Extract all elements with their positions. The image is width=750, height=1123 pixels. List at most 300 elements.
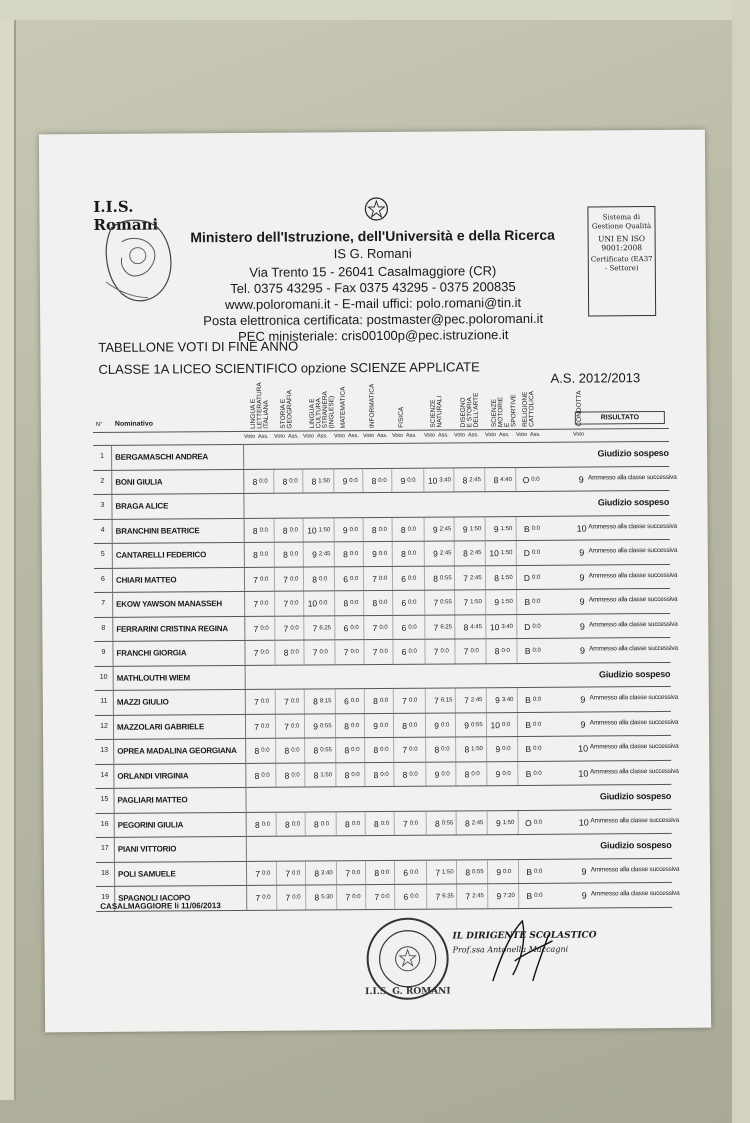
student-number: 15	[100, 795, 109, 803]
absence-hours: 0:0	[262, 870, 271, 877]
absence-hours: 0:0	[350, 698, 360, 705]
grade-value: 8	[254, 770, 260, 781]
absence-hours: 6:35	[442, 893, 454, 900]
absence-hours: 0:0	[441, 746, 450, 753]
absence-hours: 0:0	[532, 623, 541, 630]
grade-value: 8	[465, 866, 471, 877]
grade-value: 8	[400, 524, 406, 535]
result-text: Ammesso alla classe successiva	[588, 522, 677, 531]
student-name: MATHLOUTHI WIEM	[116, 672, 190, 683]
grade-value: 8	[373, 695, 378, 707]
grade-value: 7	[433, 597, 439, 608]
school-year: A.S. 2012/2013	[550, 370, 641, 386]
grade-value: D	[523, 572, 531, 583]
grade-value: 9	[493, 523, 499, 534]
result-text: Ammesso alla classe successiva	[590, 865, 680, 874]
grade-value: 8	[464, 744, 470, 755]
grade-value: 7	[284, 721, 290, 732]
grade-value: 7	[254, 721, 260, 732]
absence-hours: 0:0	[532, 647, 541, 654]
grade-value: 7	[463, 572, 469, 583]
result-text: Giudizio sospeso	[597, 447, 669, 459]
student-name: OPREA MADALINA GEORGIANA	[117, 745, 237, 756]
absence-hours: 1:50	[500, 550, 513, 557]
absence-hours: 3:40	[501, 623, 514, 630]
absence-hours: 0:0	[409, 820, 419, 827]
grade-value: 7	[253, 647, 259, 658]
grade-value: 8	[401, 548, 406, 559]
student-number: 17	[100, 844, 109, 852]
assenze-subheader: Ass.	[347, 433, 359, 440]
student-number: 3	[100, 501, 105, 509]
grade-value: 7	[402, 695, 407, 706]
condotta-grade: 10	[578, 768, 589, 779]
grade-value: 8	[283, 549, 288, 560]
absence-hours: 0:0	[350, 600, 359, 607]
voto-subheader: Voto	[362, 433, 375, 440]
absence-hours: 0:0	[471, 770, 480, 777]
result-text: Ammesso alla classe successiva	[588, 571, 678, 580]
absence-hours: 0:55	[470, 721, 483, 728]
condotta-grade: 10	[576, 523, 587, 534]
absence-hours: 0:0	[289, 576, 299, 583]
absence-hours: 0:0	[533, 745, 542, 752]
grade-value: 7	[284, 696, 289, 707]
place-date: CASALMAGGIORE li 11/06/2013	[100, 901, 221, 911]
absence-hours: 0:0	[290, 723, 300, 730]
grade-value: 8	[314, 867, 320, 878]
absence-hours: 0:0	[260, 600, 269, 607]
absence-hours: 0:0	[259, 527, 269, 534]
grade-value: 6	[401, 646, 407, 657]
grade-value: 10	[427, 475, 438, 486]
absence-hours: 0:0	[320, 820, 330, 827]
grade-value: 8	[464, 768, 470, 779]
grade-value: 8	[313, 745, 319, 756]
absence-hours: 0:0	[410, 893, 419, 900]
student-name: BRAGA ALICE	[115, 501, 169, 511]
grade-value: O	[525, 817, 532, 828]
grade-value: 8	[284, 770, 290, 781]
grade-value: 8	[433, 573, 439, 584]
student-name: FERRARINI CRISTINA REGINA	[116, 623, 228, 634]
absence-hours: 0:0	[349, 477, 358, 484]
student-number: 9	[101, 648, 106, 656]
condotta-grade: 10	[578, 817, 589, 828]
principal-title: IL DIRIGENTE SCOLASTICO	[452, 930, 597, 942]
grade-value: 7	[435, 891, 441, 902]
grade-value: 6	[343, 573, 349, 584]
absence-hours: 0:0	[291, 821, 301, 828]
voto-subheader: Voto	[515, 431, 528, 439]
absence-hours: 0:0	[291, 747, 300, 754]
absence-hours: 0:0	[408, 599, 417, 606]
principal-signature	[482, 911, 563, 992]
voto-subheader: Voto	[273, 433, 286, 440]
grade-value: 8	[254, 819, 260, 830]
grade-value: 8	[254, 745, 260, 756]
grade-value: 7	[254, 696, 259, 707]
absence-hours: 0:0	[289, 478, 298, 485]
absence-hours: 0:0	[379, 648, 388, 655]
grade-value: B	[525, 694, 531, 705]
absence-hours: 0:0	[291, 772, 300, 779]
condotta-grade: 9	[579, 572, 585, 583]
grade-value: D	[524, 621, 531, 632]
condotta-grade: 9	[579, 621, 585, 632]
absence-hours: 0:0	[533, 819, 543, 826]
grade-value: 8	[344, 745, 350, 756]
grade-value: 9	[433, 548, 438, 559]
grade-value: 8	[493, 474, 499, 485]
grade-value: 9	[342, 524, 348, 535]
grade-value: 7	[372, 646, 378, 658]
absence-hours: 1:50	[500, 574, 513, 581]
grade-value: 7	[402, 818, 408, 829]
grade-value: 9	[342, 475, 348, 486]
window-frame-left	[0, 20, 16, 1100]
school-name: IS G. Romani	[333, 245, 412, 262]
absence-hours: 0:55	[319, 722, 332, 729]
absence-hours: 0:0	[379, 697, 389, 704]
voto-subheader: Voto	[333, 433, 346, 440]
absence-hours: 0:0	[261, 821, 271, 828]
subject-header: LINGUA E CULTURA STRANIERA (INGLESE)	[308, 391, 336, 429]
absence-hours: 0:0	[292, 870, 301, 877]
absence-hours: 0:0	[532, 696, 542, 703]
grade-value: 7	[374, 891, 380, 903]
grade-value: 8	[343, 549, 348, 560]
absence-hours: 6:25	[319, 624, 332, 631]
absence-hours: 6:15	[440, 697, 453, 704]
absence-hours: 0:0	[440, 721, 450, 729]
grade-value: B	[525, 743, 532, 754]
absence-hours: 0:0	[351, 771, 360, 778]
grade-value: 8	[284, 819, 290, 830]
student-name: PEGORINI GIULIA	[117, 819, 184, 830]
stamp-text: I.I.S. G. ROMANI	[365, 986, 451, 998]
subject-header: FISICA	[397, 406, 405, 428]
document-title: TABELLONE VOTI DI FINE ANNO	[98, 338, 299, 355]
grade-value: 8	[434, 744, 440, 755]
student-number: 12	[100, 722, 108, 730]
absence-hours: 0:0	[408, 648, 417, 655]
result-text: Giudizio sospeso	[598, 668, 671, 679]
absence-hours: 1:50	[320, 771, 333, 778]
grade-value: 8	[283, 647, 289, 658]
grade-value: 6	[344, 696, 349, 707]
result-text: Ammesso alla classe successiva	[589, 767, 679, 776]
absence-hours: 0:0	[502, 770, 511, 777]
absence-hours: 0:0	[441, 770, 450, 778]
absence-hours: 0:0	[532, 598, 541, 605]
result-text: Ammesso alla classe successiva	[589, 693, 679, 702]
absence-hours: 2:45	[318, 551, 331, 558]
grade-value: 8	[282, 525, 288, 536]
school-address: Via Trento 15 - 26041 Casalmaggiore (CR)	[249, 263, 497, 280]
grade-value: 7	[433, 646, 439, 657]
logo-text: I.I.S. Romani	[93, 197, 159, 234]
class-title: CLASSE 1A LICEO SCIENTIFICO opzione SCIENZE APPLICATE	[98, 359, 480, 377]
number-header: N°	[95, 421, 103, 428]
assenze-subheader: Ass.	[437, 432, 449, 439]
absence-hours: 0:0	[531, 549, 541, 556]
school-phone: Tel. 0375 43295 - Fax 0375 43295 - 0375 200835	[230, 279, 516, 297]
grade-value: 8	[344, 769, 350, 780]
grade-value: 10	[307, 524, 317, 535]
absence-hours: 0:0	[531, 525, 541, 532]
absence-hours: 0:0	[408, 697, 418, 704]
grade-value: 9	[496, 866, 502, 877]
grade-value: 8	[373, 744, 379, 756]
absence-hours: 0:0	[407, 526, 417, 533]
absence-hours: 5:30	[321, 894, 333, 901]
absence-hours: 3:40	[501, 697, 514, 704]
condotta-grade: 9	[579, 596, 585, 607]
grade-value: 6	[401, 573, 407, 584]
absence-hours: 2:45	[471, 819, 484, 826]
absence-hours: 0:0	[349, 526, 359, 533]
grade-value: 9	[495, 695, 500, 706]
absence-hours: 0:0	[407, 477, 416, 484]
grade-value: B	[526, 890, 533, 901]
absence-hours: 0:0	[408, 624, 417, 631]
student-name: BRANCHINI BEATRICE	[115, 525, 200, 536]
absence-hours: 0:0	[290, 698, 300, 705]
grade-value: 7	[255, 892, 261, 903]
grade-value: 10	[490, 719, 501, 730]
school-web-email: www.poloromani.it - E-mail uffici: polo.romani@tin.it	[224, 294, 522, 313]
grade-value: 8	[434, 818, 440, 829]
student-name: BERGAMASCHI ANDREA	[115, 452, 209, 462]
cert-line-3: Certificato (EA37 - Settore)	[590, 255, 653, 273]
grade-value: 9	[494, 597, 500, 608]
grade-value: 6	[401, 622, 407, 633]
absence-hours: 0:0	[319, 649, 328, 656]
absence-hours: 0:0	[380, 820, 390, 827]
grade-value: 7	[402, 744, 408, 755]
grade-value: 7	[345, 867, 351, 878]
grade-value: 7	[464, 695, 469, 706]
absence-hours: 7:20	[503, 893, 515, 900]
absence-hours: 0:0	[290, 649, 299, 656]
grade-value: 8	[464, 817, 470, 828]
grade-value: 8	[373, 769, 379, 780]
absence-hours: 0:0	[378, 477, 387, 484]
result-text: Giudizio sospeso	[599, 790, 672, 802]
grade-value: 7	[372, 573, 378, 584]
absence-hours: 0:0	[260, 649, 269, 656]
absence-hours: 2:45	[469, 550, 482, 557]
absence-hours: 0:0	[533, 770, 542, 777]
absence-hours: 0:55	[439, 574, 452, 582]
condotta-grade: 9	[581, 866, 587, 877]
absence-hours: 0:55	[440, 599, 452, 606]
absence-hours: 0:0	[262, 894, 271, 901]
grade-value: 8	[463, 621, 469, 632]
absence-hours: 0:0	[290, 625, 299, 632]
grade-value: 8	[282, 476, 288, 487]
absence-hours: 0:0	[351, 747, 360, 754]
absence-hours: 0:0	[261, 772, 270, 779]
result-header: RISULTATO	[575, 411, 665, 425]
student-number: 13	[100, 746, 109, 754]
grade-value: 8	[373, 818, 379, 829]
student-number: 10	[99, 673, 108, 681]
condotta-grade: 9	[579, 645, 586, 656]
grade-value: 9	[495, 817, 501, 828]
subject-header: MATEMATICA	[339, 386, 347, 429]
grade-value: 7	[285, 892, 291, 903]
absence-hours: 1:50	[442, 868, 454, 876]
absence-hours: 1:50	[500, 525, 513, 532]
absence-hours: 2:45	[439, 550, 452, 557]
absence-hours: 0:0	[259, 576, 269, 583]
grade-value: 7	[465, 891, 471, 902]
grade-value: 8	[343, 598, 349, 609]
absence-hours: 0:0	[501, 721, 511, 728]
grade-value: 6	[401, 597, 407, 608]
grade-value: 9	[495, 768, 501, 779]
assenze-subheader: Ass.	[405, 432, 417, 439]
result-text: Ammesso alla classe successiva	[590, 889, 680, 898]
window-frame-top	[0, 0, 750, 20]
grade-value: 7	[463, 646, 469, 657]
result-text: Ammesso alla classe successiva	[587, 473, 677, 482]
grade-value: 10	[489, 621, 500, 632]
result-text: Ammesso alla classe successiva	[589, 644, 678, 653]
condotta-voto-subheader: Voto	[572, 431, 585, 438]
condotta-grade: 9	[580, 694, 586, 705]
student-number: 7	[101, 599, 106, 607]
grade-value: 9	[434, 720, 440, 731]
student-rows	[93, 441, 680, 912]
student-name: CANTARELLI FEDERICO	[115, 550, 207, 560]
absence-hours: 0:0	[534, 868, 543, 875]
student-number: 1	[100, 452, 105, 460]
absence-hours: 0:0	[408, 722, 418, 729]
school-stamp	[362, 913, 453, 1004]
grade-value: 8	[374, 867, 380, 878]
grade-value: 8	[312, 573, 318, 584]
student-name: BONI GIULIA	[115, 476, 163, 487]
absence-hours: 0:0	[407, 550, 417, 557]
condotta-grade: 9	[580, 719, 586, 730]
grade-value: 6	[403, 867, 409, 878]
result-text: Ammesso alla classe successiva	[590, 816, 680, 825]
subject-header: CONDOTTA	[575, 390, 583, 427]
absence-hours: 2:45	[439, 525, 452, 533]
result-text: Giudizio sospeso	[600, 839, 672, 851]
absence-hours: 0:0	[351, 820, 361, 827]
grade-value: 8	[344, 818, 350, 829]
absence-hours: 0:0	[289, 551, 299, 558]
result-text: Ammesso alla classe successiva	[588, 595, 678, 604]
student-name: CHIARI MATTEO	[115, 574, 177, 585]
result-text: Ammesso alla classe successiva	[588, 546, 678, 555]
student-number: 6	[101, 575, 105, 583]
grade-value: 7	[255, 868, 261, 879]
absence-hours: 0:0	[378, 550, 388, 557]
student-number: 4	[100, 526, 105, 534]
grade-value: B	[526, 866, 533, 877]
absence-hours: 0:0	[350, 624, 359, 631]
absence-hours: 0:0	[410, 869, 419, 876]
grade-value: 7	[433, 622, 439, 633]
grade-value: 8	[494, 572, 500, 583]
assenze-subheader: Ass.	[376, 432, 388, 439]
grade-value: 7	[253, 623, 259, 634]
student-name: ORLANDI VIRGINIA	[117, 770, 189, 781]
student-number: 16	[100, 820, 109, 828]
condotta-grade: 9	[581, 890, 587, 901]
grades-table	[93, 382, 680, 912]
absence-hours: 0:0	[350, 722, 360, 729]
subject-header: STORIA E GEOGRAFIA	[279, 389, 294, 429]
grade-value: 8	[252, 525, 258, 536]
student-name: EKOW YAWSON MANASSEH	[116, 599, 222, 609]
absence-hours: 0:0	[409, 771, 418, 778]
grade-value: B	[525, 719, 532, 730]
absence-hours: 0:0	[379, 722, 389, 729]
absence-hours: 2:45	[469, 476, 482, 483]
grade-value: 9	[313, 720, 319, 731]
absence-hours: 2:45	[472, 893, 484, 900]
subject-header: SCIENZE NATURALI	[429, 395, 444, 428]
student-name: SPAGNOLI IACOPO	[118, 893, 191, 903]
grade-value: 7	[312, 622, 318, 633]
student-number: 5	[100, 550, 105, 558]
grade-value: 7	[285, 868, 291, 879]
absence-hours: 0:0	[409, 746, 418, 753]
absence-hours: 1:50	[469, 525, 482, 532]
grade-value: 7	[253, 598, 259, 609]
absence-hours: 0:0	[259, 551, 269, 558]
absence-hours: 4:45	[470, 623, 483, 630]
grade-value: 10	[489, 548, 499, 559]
grade-value: 7	[283, 574, 289, 585]
absence-hours: 0:0	[352, 869, 361, 876]
absence-hours: 0:0	[534, 892, 543, 899]
condotta-grade: 9	[579, 547, 585, 558]
absence-hours: 2:45	[470, 697, 483, 704]
grade-value: 8	[252, 476, 258, 487]
grade-value: 9	[312, 549, 317, 560]
grade-value: 6	[343, 622, 349, 633]
absence-hours: 0:55	[472, 868, 484, 875]
grade-value: 7	[283, 598, 289, 609]
absence-hours: 0:0	[261, 747, 270, 754]
student-name: POLI SAMUELE	[118, 868, 176, 879]
absence-hours: 0:0	[501, 648, 510, 655]
absence-hours: 0:0	[289, 527, 299, 534]
absence-hours: 1:50	[471, 746, 483, 753]
grade-value: 10	[307, 598, 318, 609]
voto-subheader: Voto	[453, 432, 466, 439]
absence-hours: 0:0	[531, 574, 541, 581]
condotta-grade: 10	[578, 743, 589, 754]
absence-hours: 1:50	[502, 819, 515, 826]
absence-hours: 6:25	[440, 623, 453, 631]
student-number: 14	[100, 771, 109, 779]
absence-hours: 0:0	[349, 575, 359, 582]
grade-value: 8	[314, 892, 320, 903]
result-text: Ammesso alla classe successiva	[589, 718, 679, 727]
grade-value: 7	[434, 695, 439, 706]
assenze-subheader: Ass.	[529, 431, 541, 438]
grade-value: 8	[344, 720, 350, 731]
subject-header: INFORMATICA	[368, 383, 376, 429]
